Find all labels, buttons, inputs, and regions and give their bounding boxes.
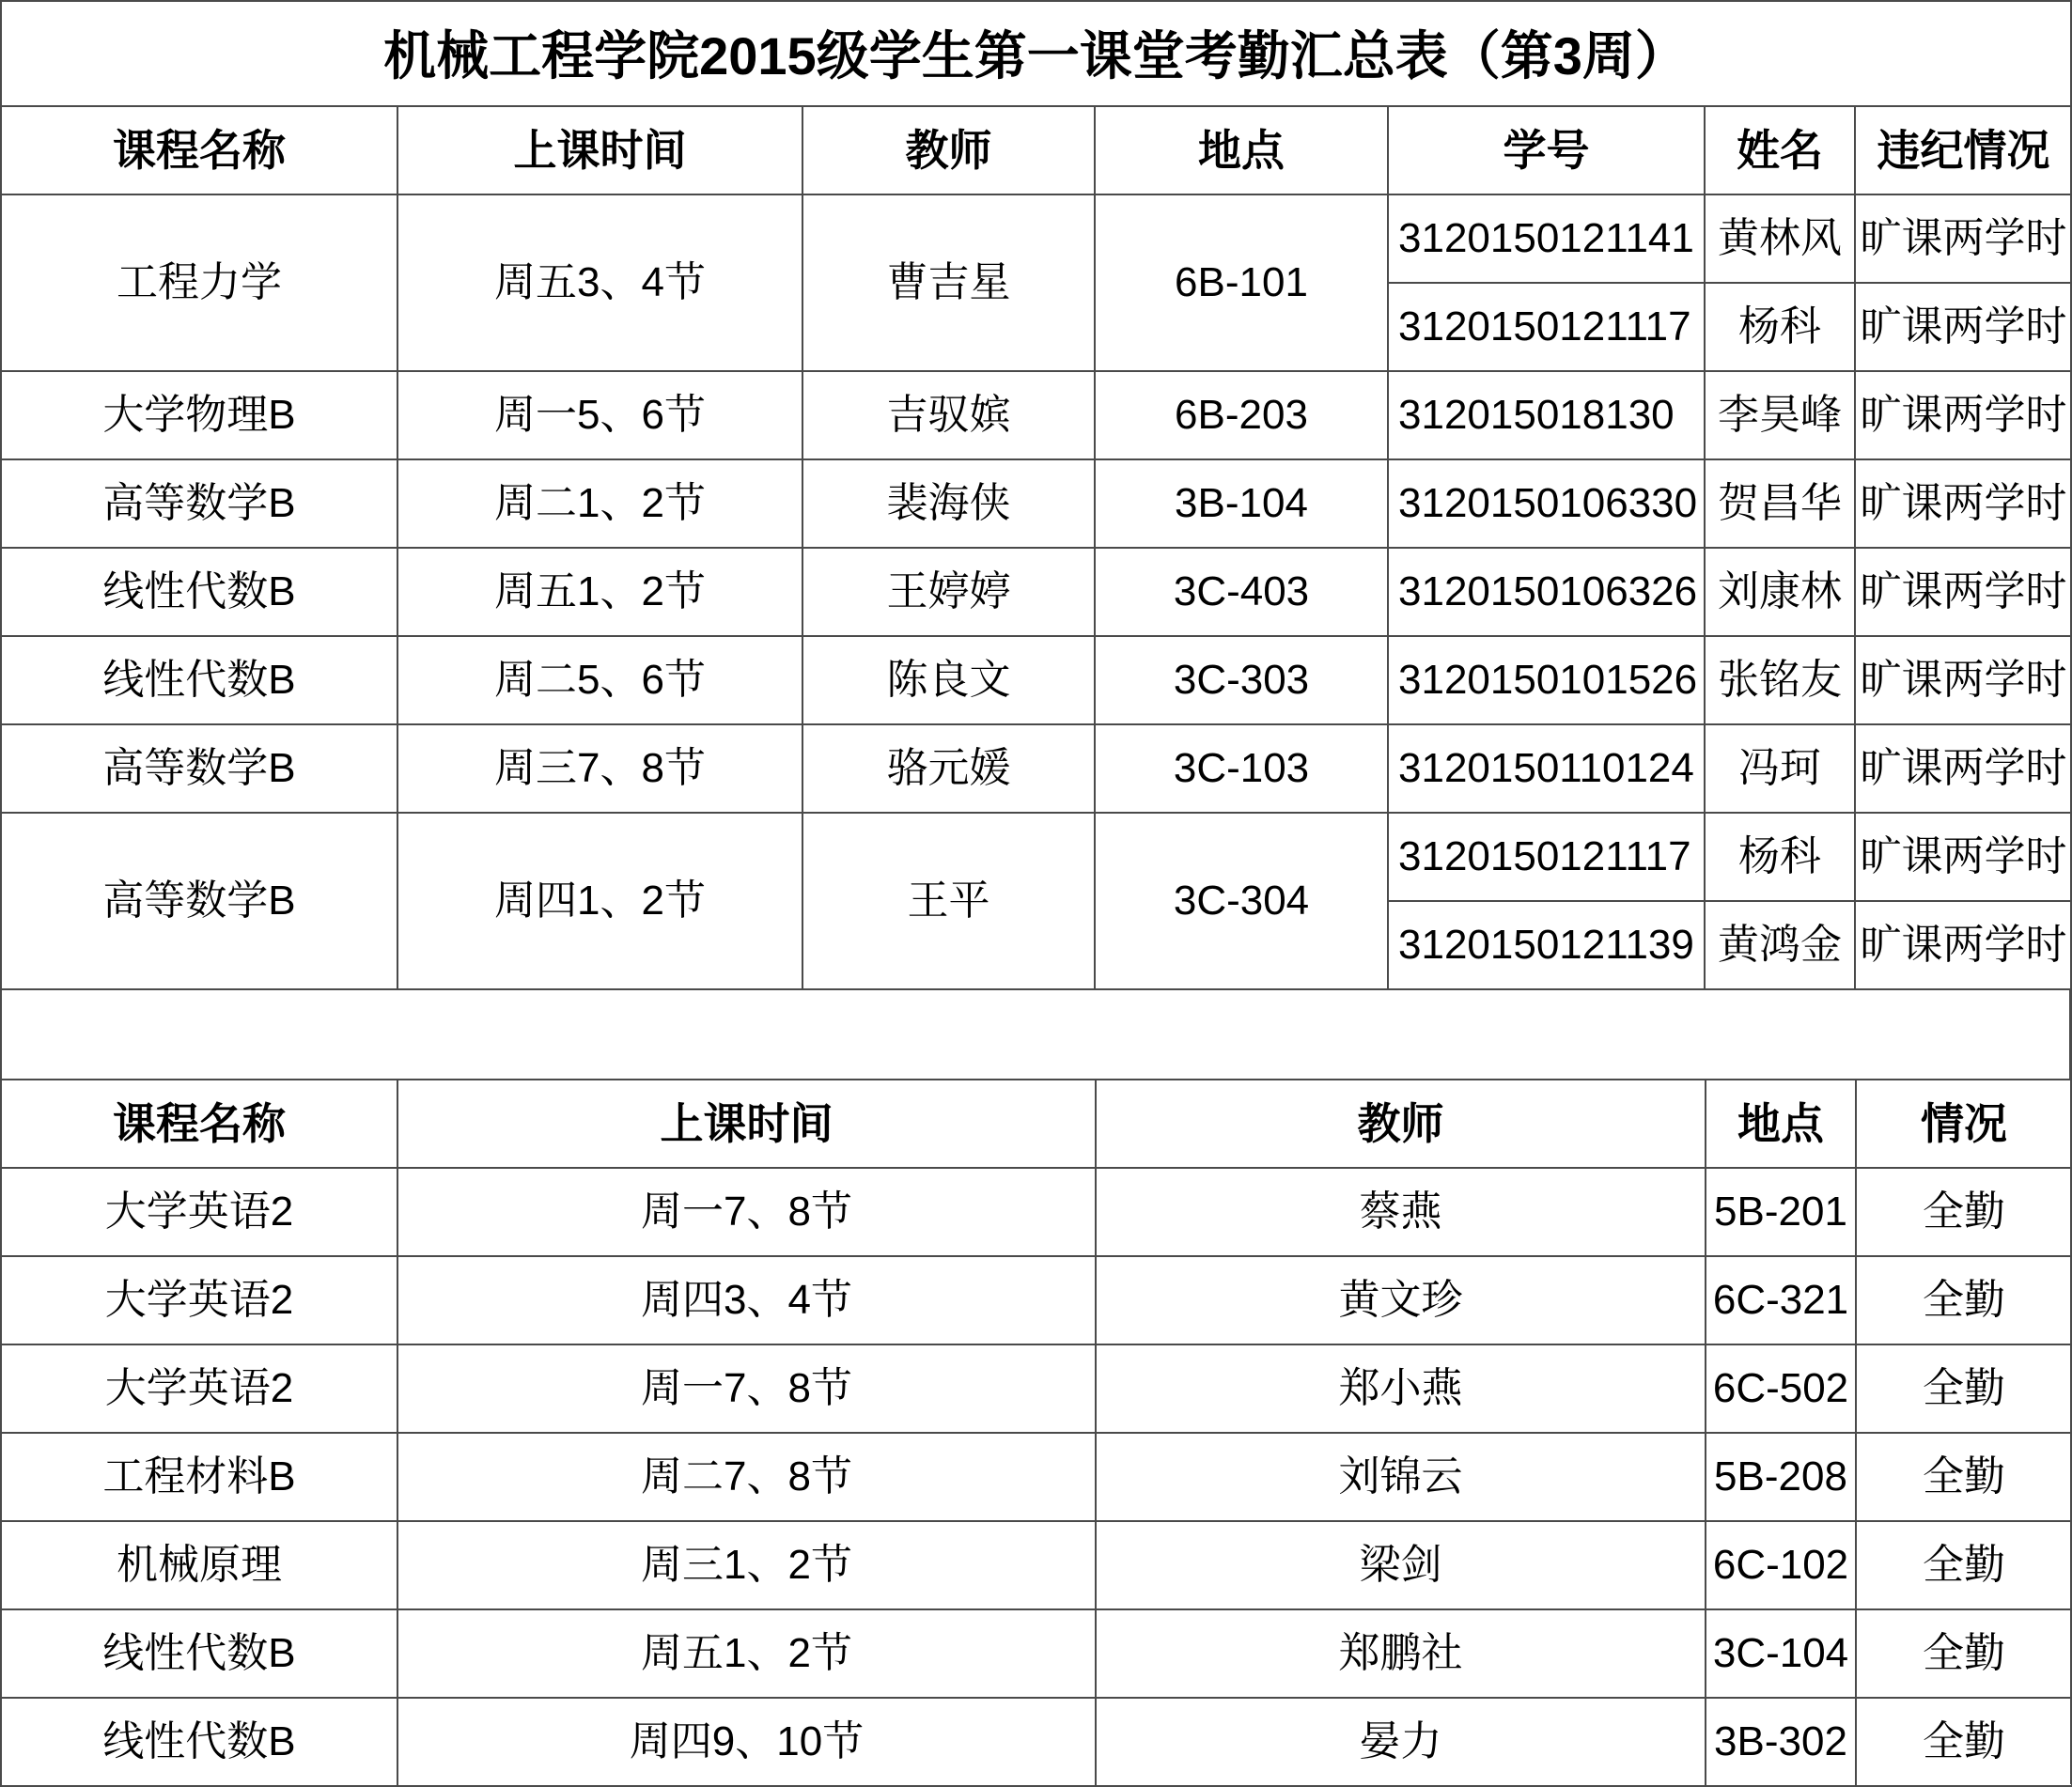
time-cell: 周二5、6节 <box>397 636 802 724</box>
student-name-cell: 李昊峰 <box>1705 371 1855 459</box>
teacher-cell: 曹吉星 <box>802 194 1095 371</box>
time-cell: 周二1、2节 <box>397 459 802 548</box>
student-name-cell: 杨科 <box>1705 283 1855 371</box>
location-cell: 3C-103 <box>1095 724 1388 813</box>
teacher-cell: 郑小燕 <box>1096 1344 1706 1433</box>
teacher-cell: 陈良文 <box>802 636 1095 724</box>
status-cell: 全勤 <box>1856 1433 2072 1521</box>
location-cell: 5B-201 <box>1706 1168 1856 1256</box>
student-name-cell: 刘康林 <box>1705 548 1855 636</box>
header-student-id: 学号 <box>1388 106 1705 194</box>
table-row <box>1 724 2072 813</box>
status-cell: 全勤 <box>1856 1521 2072 1609</box>
student-id-cell: 3120150101526 <box>1388 636 1705 724</box>
teacher-cell: 梁剑 <box>1096 1521 1706 1609</box>
time-cell: 周四3、4节 <box>397 1256 1096 1344</box>
time-cell: 周五1、2节 <box>397 548 802 636</box>
student-name-cell: 冯珂 <box>1705 724 1855 813</box>
header-time: 上课时间 <box>397 1080 1096 1168</box>
student-name-cell: 黄鸿金 <box>1705 901 1855 989</box>
table-gap <box>0 988 2071 1079</box>
sheet-title: 机械工程学院2015级学生第一课堂考勤汇总表（第3周） <box>383 26 1688 85</box>
time-cell: 周五3、4节 <box>397 194 802 371</box>
time-cell: 周四9、10节 <box>397 1698 1096 1786</box>
time-cell: 周三1、2节 <box>397 1521 1096 1609</box>
location-cell: 3C-304 <box>1095 813 1388 989</box>
student-id-cell: 3120150121141 <box>1388 194 1705 283</box>
violation-cell: 旷课两学时 <box>1855 371 2072 459</box>
header-teacher: 教师 <box>802 106 1095 194</box>
student-id-cell: 3120150106326 <box>1388 548 1705 636</box>
header-status: 情况 <box>1856 1080 2072 1168</box>
status-cell: 全勤 <box>1856 1256 2072 1344</box>
attendance-header-row <box>1 1080 2072 1168</box>
course-cell: 高等数学B <box>1 724 397 813</box>
table-row <box>1 813 2072 901</box>
table-row <box>1 1344 2072 1433</box>
teacher-cell: 裴海侠 <box>802 459 1095 548</box>
course-cell: 大学英语2 <box>1 1256 397 1344</box>
course-cell: 机械原理 <box>1 1521 397 1609</box>
attendance-table <box>0 1079 2072 1787</box>
violation-cell: 旷课两学时 <box>1855 724 2072 813</box>
table-row <box>1 371 2072 459</box>
header-violation: 违纪情况 <box>1855 106 2072 194</box>
time-cell: 周一7、8节 <box>397 1344 1096 1433</box>
location-cell: 3C-303 <box>1095 636 1388 724</box>
teacher-cell: 吉驭嫔 <box>802 371 1095 459</box>
student-name-cell: 贺昌华 <box>1705 459 1855 548</box>
absence-table <box>0 105 2072 990</box>
location-cell: 3C-403 <box>1095 548 1388 636</box>
student-id-cell: 3120150106330 <box>1388 459 1705 548</box>
table-row <box>1 1609 2072 1698</box>
header-course: 课程名称 <box>1 1080 397 1168</box>
student-id-cell: 312015018130 <box>1388 371 1705 459</box>
location-cell: 3C-104 <box>1706 1609 1856 1698</box>
header-name: 姓名 <box>1705 106 1855 194</box>
time-cell: 周四1、2节 <box>397 813 802 989</box>
course-cell: 线性代数B <box>1 548 397 636</box>
header-teacher: 教师 <box>1096 1080 1706 1168</box>
table-row <box>1 1521 2072 1609</box>
course-cell: 线性代数B <box>1 1698 397 1786</box>
violation-cell: 旷课两学时 <box>1855 813 2072 901</box>
table-row <box>1 1168 2072 1256</box>
location-cell: 6C-321 <box>1706 1256 1856 1344</box>
course-cell: 工程力学 <box>1 194 397 371</box>
course-cell: 线性代数B <box>1 636 397 724</box>
student-id-cell: 3120150121139 <box>1388 901 1705 989</box>
table-row <box>1 459 2072 548</box>
absence-header-row <box>1 106 2072 194</box>
location-cell: 6B-101 <box>1095 194 1388 371</box>
table-row <box>1 636 2072 724</box>
student-id-cell: 3120150121117 <box>1388 283 1705 371</box>
header-course: 课程名称 <box>1 106 397 194</box>
table-row <box>1 1256 2072 1344</box>
teacher-cell: 晏力 <box>1096 1698 1706 1786</box>
time-cell: 周三7、8节 <box>397 724 802 813</box>
time-cell: 周二7、8节 <box>397 1433 1096 1521</box>
course-cell: 高等数学B <box>1 813 397 989</box>
table-row <box>1 194 2072 283</box>
violation-cell: 旷课两学时 <box>1855 459 2072 548</box>
location-cell: 6C-102 <box>1706 1521 1856 1609</box>
status-cell: 全勤 <box>1856 1344 2072 1433</box>
course-cell: 高等数学B <box>1 459 397 548</box>
violation-cell: 旷课两学时 <box>1855 901 2072 989</box>
student-id-cell: 3120150110124 <box>1388 724 1705 813</box>
table-row <box>1 1698 2072 1786</box>
status-cell: 全勤 <box>1856 1609 2072 1698</box>
student-name-cell: 张铭友 <box>1705 636 1855 724</box>
student-id-cell: 3120150121117 <box>1388 813 1705 901</box>
course-cell: 大学英语2 <box>1 1168 397 1256</box>
location-cell: 5B-208 <box>1706 1433 1856 1521</box>
header-time: 上课时间 <box>397 106 802 194</box>
teacher-cell: 骆元媛 <box>802 724 1095 813</box>
teacher-cell: 蔡燕 <box>1096 1168 1706 1256</box>
table-row <box>1 548 2072 636</box>
course-cell: 大学英语2 <box>1 1344 397 1433</box>
status-cell: 全勤 <box>1856 1168 2072 1256</box>
time-cell: 周一7、8节 <box>397 1168 1096 1256</box>
teacher-cell: 郑鹏社 <box>1096 1609 1706 1698</box>
time-cell: 周五1、2节 <box>397 1609 1096 1698</box>
student-name-cell: 黄林风 <box>1705 194 1855 283</box>
header-location: 地点 <box>1706 1080 1856 1168</box>
teacher-cell: 王婷婷 <box>802 548 1095 636</box>
location-cell: 3B-302 <box>1706 1698 1856 1786</box>
violation-cell: 旷课两学时 <box>1855 283 2072 371</box>
teacher-cell: 黄文珍 <box>1096 1256 1706 1344</box>
table-row <box>1 1433 2072 1521</box>
violation-cell: 旷课两学时 <box>1855 548 2072 636</box>
course-cell: 线性代数B <box>1 1609 397 1698</box>
location-cell: 3B-104 <box>1095 459 1388 548</box>
location-cell: 6C-502 <box>1706 1344 1856 1433</box>
violation-cell: 旷课两学时 <box>1855 636 2072 724</box>
student-name-cell: 杨科 <box>1705 813 1855 901</box>
header-location: 地点 <box>1095 106 1388 194</box>
violation-cell: 旷课两学时 <box>1855 194 2072 283</box>
location-cell: 6B-203 <box>1095 371 1388 459</box>
time-cell: 周一5、6节 <box>397 371 802 459</box>
teacher-cell: 刘锦云 <box>1096 1433 1706 1521</box>
status-cell: 全勤 <box>1856 1698 2072 1786</box>
course-cell: 工程材料B <box>1 1433 397 1521</box>
teacher-cell: 王平 <box>802 813 1095 989</box>
course-cell: 大学物理B <box>1 371 397 459</box>
